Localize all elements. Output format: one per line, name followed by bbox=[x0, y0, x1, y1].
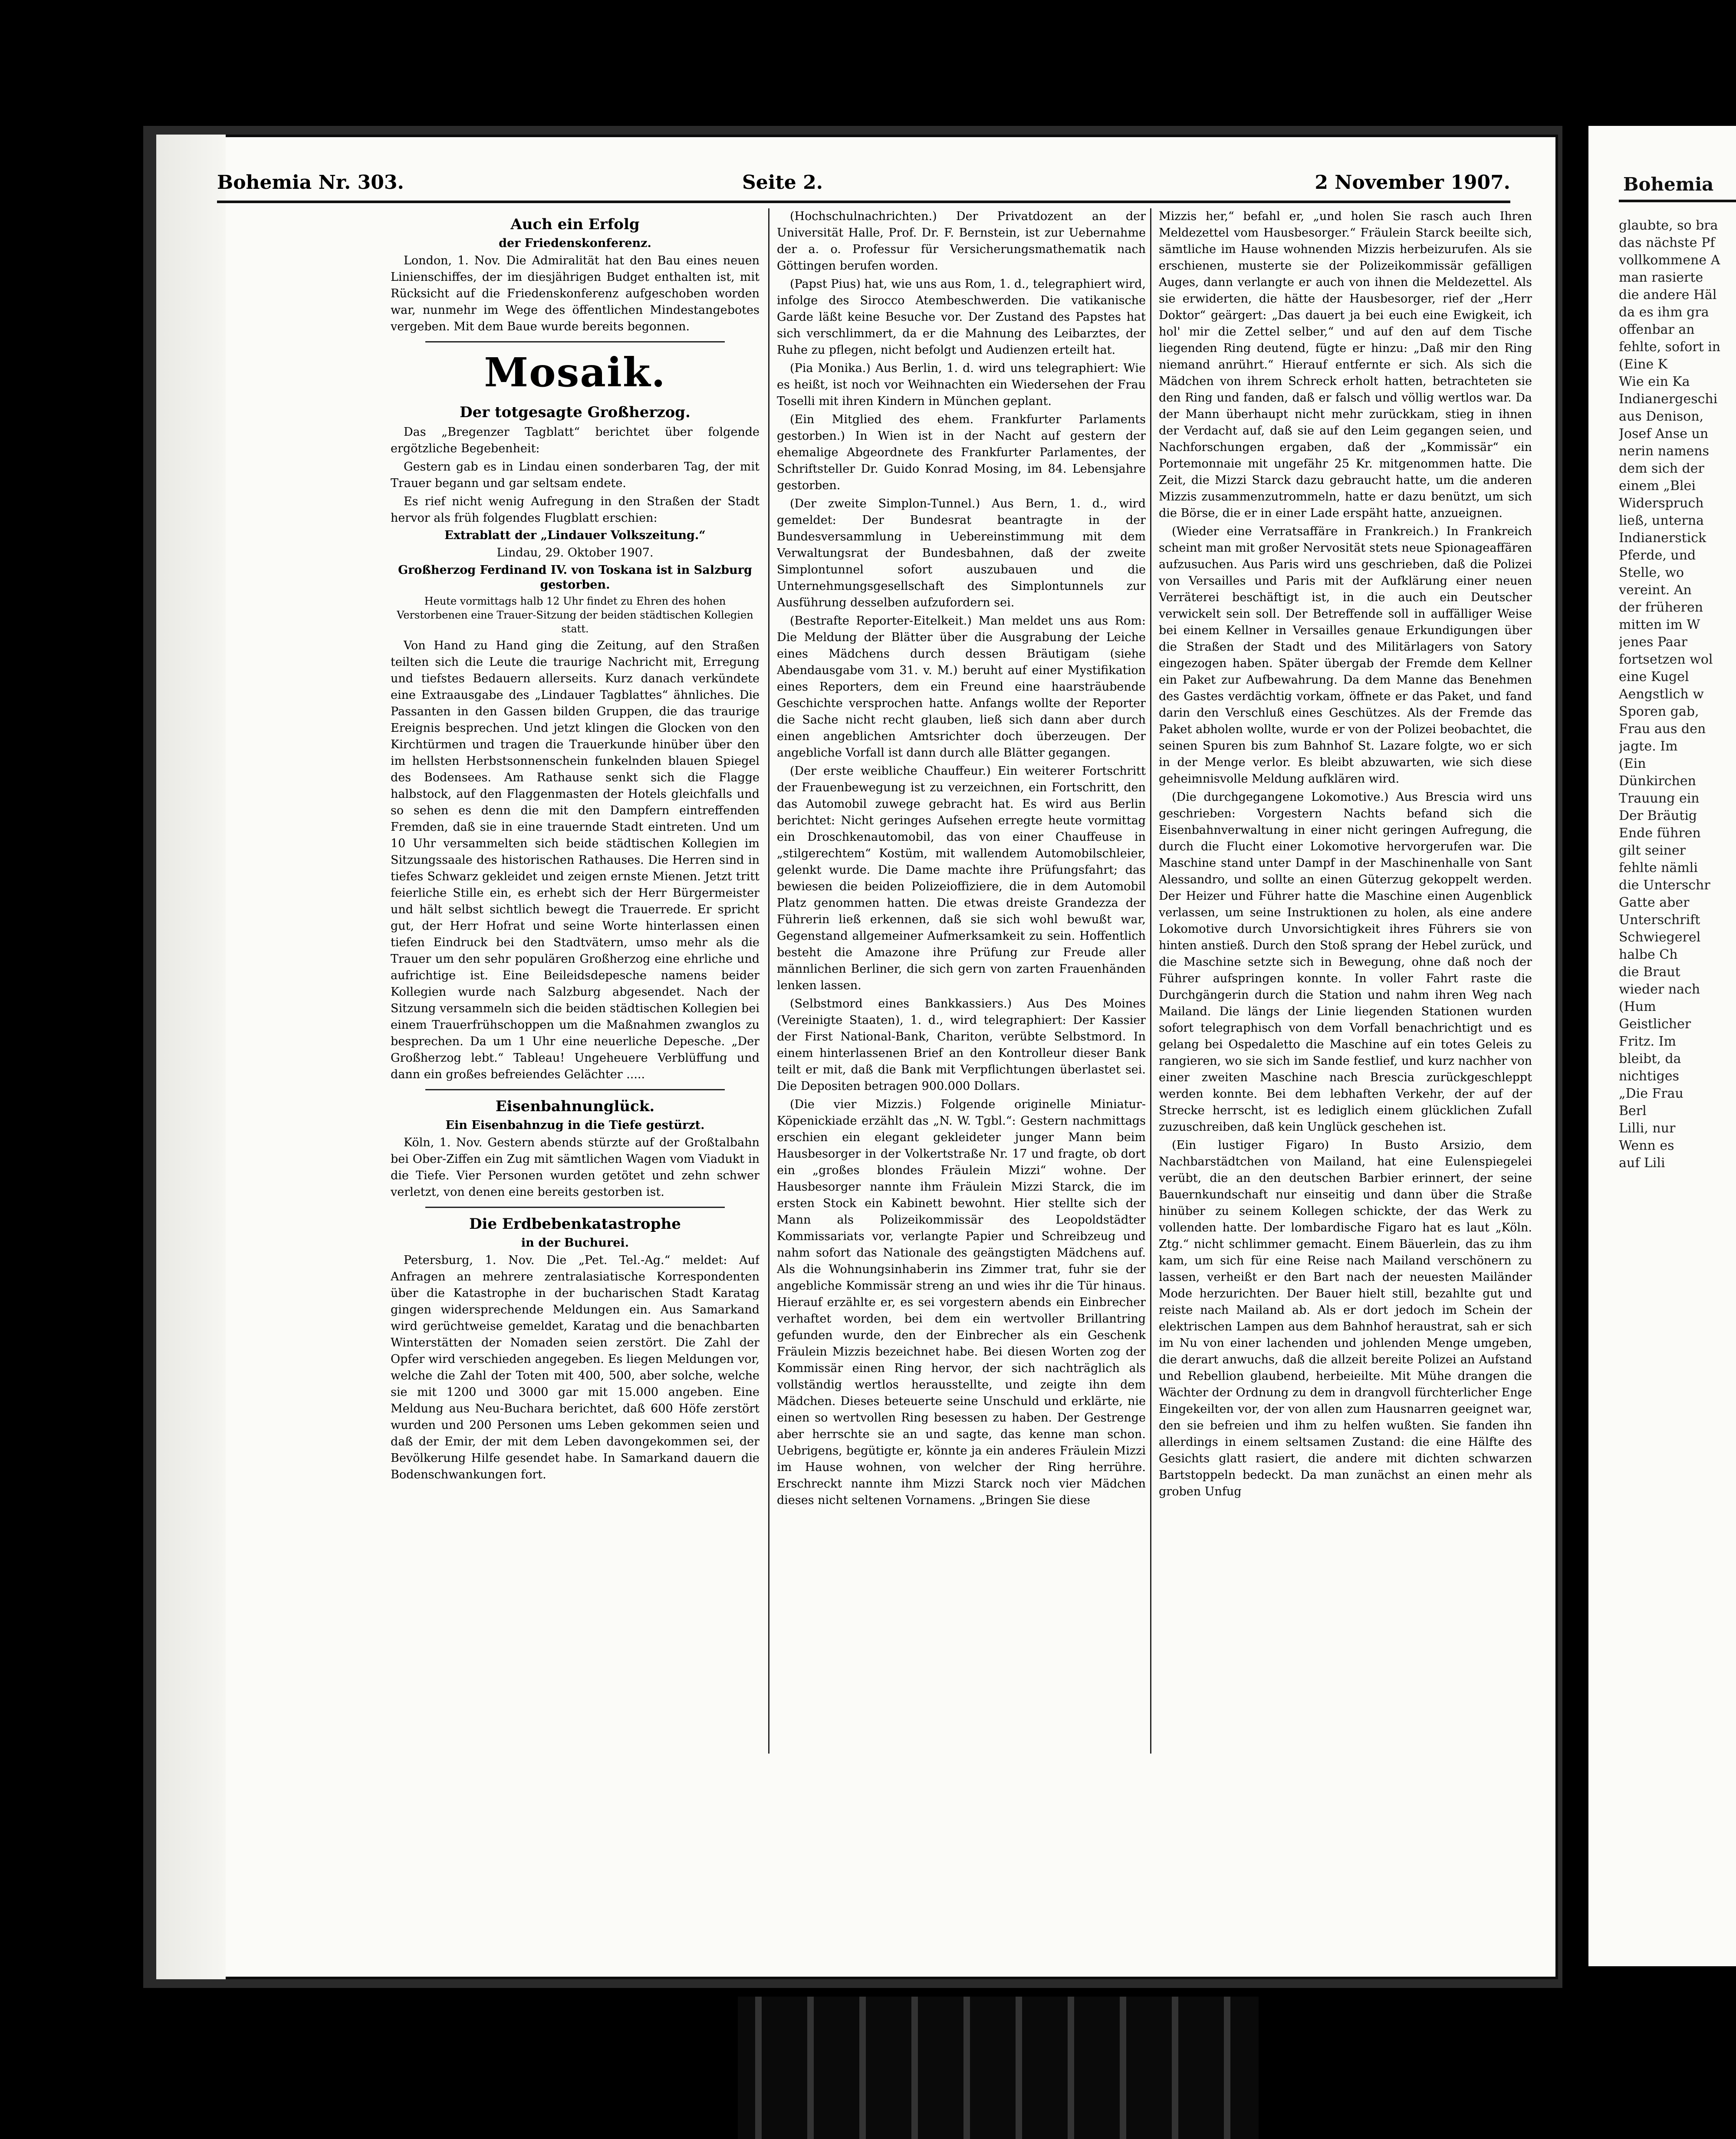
news-item: Mizzis her,“ befahl er, „und holen Sie rasch auch Ihren Meldezettel vom Hausbesorger.“ Fräulein Starck beeilte sich, sämtliche im Hause wohnenden Mizzis herbeizurufen. Als sie erschienen, musterte sie der Polizeikommissär gefälligen Auges, dann verlangte er auch von ihnen die Meldezettel. Als sie erwiderten, die hätte der Hausbesorger, rief der „Herr Doktor“ geärgert: „Das dauert ja bei euch eine Ewigkeit, ich hol' mir die Zettel selber,“ und auf den auf dem Tische liegenden Ring deutend, fügte er hinzu: „Daß mir den Ring niemand anrührt.“ Hierauf entfernte er sich. Als sich die Mädchen von ihrem Schreck erholt hatten, betrachteten sie den Ring und fanden, daß er falsch und völlig wertlos war. Da der Mann überhaupt nicht mehr zurückkam, stieg in ihnen der Verdacht auf, daß sie auf den Leim gegangen seien, und Nachforschungen ergaben, daß der „Kommissär“ ein Portemonnaie mit ungefähr 25 Kr. mitgenommen hatte. Die Zeit, die Mizzi Starck dazu gebraucht hatte, um die anderen Mizzis zusammenzutrommeln, hatte er dazu benützt, um sich die Börse, die er in einer Lade erspäht hatte, anzueignen. bbox=[1159, 210, 1532, 520]
text-line: Der Bräutig bbox=[1619, 808, 1697, 823]
article-body: Gestern gab es in Lindau einen sonderbaren Tag, der mit Trauer begann und gar seltsam endete. bbox=[391, 460, 760, 490]
text-line: fehlte nämli bbox=[1619, 860, 1698, 875]
column-3 bbox=[1159, 208, 1532, 1754]
article-body: Das „Bregenzer Tagblatt“ berichtet über folgende ergötzliche Begebenheit: bbox=[391, 425, 760, 455]
text-line: die Braut bbox=[1619, 964, 1680, 980]
text-line: Gatte aber bbox=[1619, 895, 1690, 910]
news-item: (Ein Mitglied des ehem. Frankfurter Parlaments gestorben.) In Wien ist in der Nacht auf gestern der ehemalige Abgeordnete des Frankfurter Parlamentes, der Schriftsteller Dr. Guido Konrad Mosing, im 84. Lebensjahre gestorben. bbox=[777, 413, 1146, 492]
separator bbox=[425, 341, 725, 342]
separator bbox=[425, 1207, 725, 1208]
news-item: (Der zweite Simplon-Tunnel.) Aus Bern, 1. d., wird gemeldet: Der Bundesrat beantragte in der Bundesversammlung in Uebereinstimmung mit dem Verwaltungsrat der Bundesbahnen, daß der zweite Simplontunnel sofort auszubauen und die Unternehmungsgesellschaft des Simplontunnels zur Ausführung desselben aufzufordern sei. bbox=[777, 497, 1146, 609]
text-line: Widerspruch bbox=[1619, 496, 1704, 511]
article-title: Eisenbahnunglück. bbox=[495, 1098, 655, 1115]
extrablatt-title: Extrablatt der „Lindauer Volkszeitung.“ bbox=[444, 529, 706, 542]
article-title: Auch ein Erfolg bbox=[510, 216, 640, 233]
news-item: (Ein lustiger Figaro) In Busto Arsizio, dem Nachbarstädtchen von Mailand, hat eine Eulenspiegelei verübt, die an den deutschen Barbier erinnert, der seine Bauernkundschaft nur einseitig und dann über die Straße hinüber zu seinem Kollegen schickte, der das Werk zu vollenden hatte. Der lombardische Figaro hat es laut „Köln. Ztg.“ nicht schlimmer gemacht. Einem Bäuerlein, das zu ihm kam, um sich für eine Reise nach Mailand verschönern zu lassen, verheißt er den Bart nach der neuesten Mailänder Mode herzurichten. Der Bauer hielt still, bezahlte gut und reiste nach Mailand ab. Als er dort jedoch im Schein der elektrischen Lampen aus dem Bahnhof heraustrat, sah er sich im Nu von einer lachenden und johlenden Menge umgeben, die derart anwuchs, daß die allzeit bereite Polizei an Aufstand und Rebellion glaubend, herbeieilte. Mit Mühe drangen die Wächter der Ordnung zu dem in drangvoll fürchterlicher Enge Eingekeilten vor, der von allen zum Hausnarren geeignet war, den sie befreien und ihm zu helfen wußten. Sie fanden ihn allerdings in einem seltsamen Zustand: die eine Hälfte des Gesichts glatt rasiert, die andere mit dichten schwarzen Bartstoppeln bedeckt. Da man zunächst an einen mehr als groben Unfug bbox=[1159, 1139, 1532, 1498]
article-body: Von Hand zu Hand ging die Zeitung, auf den Straßen teilten sich die Leute die traurige Nachricht mit, Erregung und tiefstes Bedauern allerseits. Kurz danach verkündete eine Extraausgabe des „Lindauer Tagblattes“ ähnliches. Die Passanten in den Gassen bilden Gruppen, die das traurige Ereignis besprechen. Und jetzt klingen die Glocken von den Kirchtürmen und tragen die Trauerkunde hinüber über den im hellsten Herbstsonnenschein funkelnden blauen Spiegel des Bodensees. Am Rathause senkt sich die Flagge halbstock, auf den Flaggenmasten der Hotels gleichfalls und so sehen es denn die mit den Dampfern eintreffenden Fremden, daß sie in eine trauernde Stadt eintreten. Und um 10 Uhr versammelten sich beide städtischen Kollegien im Sitzungssaale des historischen Rathauses. Die Herren sind in tiefes Schwarz gekleidet und zeigen ernste Mienen. Jetzt tritt feierliche Stille ein, es erhebt sich der Herr Bürgermeister und hält selbst sichtlich bewegt die Trauerrede. Er spricht gut, der Herr Hofrat und seine Worte hinterlassen einen tiefen Eindruck bei den Stadtvätern, umso mehr als die Trauer um den sehr populären Großherzog eine ehrliche und aufrichtige ist. Eine Beileidsdepesche namens beider Kollegien wurde nach Salzburg abgesendet. Nach der Sitzung versammeln sich die beiden städtischen Kollegien bei einem Trauerfrühschoppen um die Maßnahmen zwanglos zu besprechen. Da um 1 Uhr eine neuerliche Depesche. „Der Großherzog lebt.“ Tableau! Ungeheuere Verblüffung und dann ein großes befreiendes Gelächter ..... bbox=[391, 639, 760, 1081]
news-item: (Die vier Mizzis.) Folgende originelle Miniatur-Köpenickiade erzählt das „N. W. Tgbl.“: Gestern nachmittags erschien ein elegant gekleideter junger Mann beim Hausbesorger in der Volkertstraße Nr. 17 und fragte, ob dort ein „großes blondes Fräulein Mizzi“ wohne. Der Hausbesorger nannte ihm Fräulein Mizzi Starck, die im ersten Stock ein Kabinett bewohnt. Hier stellte sich der Mann als Polizeikommissär des Leopoldstädter Kommissariats vor, verlangte Papier und Schreibzeug und nahm sofort das Nationale des geängstigten Mädchens auf. Als die Wohnungsinhaberin ins Zimmer trat, fuhr sie der angebliche Kommissär streng an und wies ihr die Tür hinaus. Hierauf erzählte er, es sei vorgestern abends ein Einbrecher verhaftet worden, bei dem ein wertvoller Brillantring gefunden wurde, den der Einbrecher als ein Geschenk Fräulein Mizzis bezeichnet habe. Bei diesen Worten zog der Kommissär einen Ring hervor, der sich nachträglich als vollständig wertlos herausstellte, und zeigte ihn dem Mädchen. Dieses beteuerte seine Unschuld und erklärte, nie einen so wertvollen Ring besessen zu haben. Der Gestrenge aber herrschte sie an und sagte, das kenne man schon. Uebrigens, begütigte er, könnte ja ein anderes Fräulein Mizzi im Hause wohnen, von welcher der Ring herrühre. Erschreckt nannte ihm Mizzi Starck noch vier Mädchen dieses nicht seltenen Vornamens. „Bringen Sie diese bbox=[777, 1098, 1146, 1507]
text-line: Ende führen bbox=[1619, 826, 1701, 841]
news-item: (Selbstmord eines Bankkassiers.) Aus Des Moines (Vereinigte Staaten), 1. d., wird telegraphiert: Der Kassier der First National-Bank, Chariton, verübte Selbstmord. In einem hinterlassenen Brief an den Kontrolleur dieser Bank teilt er mit, daß die Bank mit Verpflichtungen überlastet sei. Die Depositen betragen 900.000 Dollars. bbox=[777, 997, 1146, 1093]
header-newspaper-issue: Bohemia Nr. 303. bbox=[217, 171, 404, 194]
text-line: vereint. An bbox=[1619, 582, 1692, 598]
article-subtitle: Ein Eisenbahnzug in die Tiefe gestürzt. bbox=[445, 1119, 705, 1132]
text-line: Aengstlich w bbox=[1619, 687, 1704, 702]
text-line: fortsetzen wol bbox=[1619, 652, 1713, 667]
section-title: Mosaik. bbox=[484, 349, 666, 396]
text-line: gilt seiner bbox=[1619, 843, 1686, 858]
text-line: Geistlicher bbox=[1619, 1017, 1691, 1032]
text-line: ließ, unterna bbox=[1619, 513, 1704, 528]
text-line: Frau aus den bbox=[1619, 721, 1706, 737]
text-line: Dünkirchen bbox=[1619, 773, 1697, 789]
text-line: jenes Paar bbox=[1619, 635, 1688, 650]
text-line: die andere Häl bbox=[1619, 287, 1717, 303]
news-item: (Papst Pius) hat, wie uns aus Rom, 1. d., telegraphiert wird, infolge des Sirocco Atembeschwerden. Die vatikanische Garde läßt keine Besuche vor. Der Zustand des Papstes hat sich verschlimmert, da er die Mahnung des Leibarztes, der Ruhe zu pflegen, nicht befolgt und Audienzen erteilt hat. bbox=[777, 277, 1146, 357]
article-body: London, 1. Nov. Die Admiralität hat den Bau eines neuen Linienschiffes, der im diesjährigen Budget enthalten ist, mit Rücksicht auf die Friedenskonferenz aufgeschoben worden war, nunmehr im Wege des öffentlichen Mindestangebotes vergeben. Mit dem Baue wurde bereits begonnen. bbox=[391, 254, 760, 333]
news-item: (Die durchgegangene Lokomotive.) Aus Brescia wird uns geschrieben: Vorgestern Nachts befand sich die Eisenbahnverwaltung in einer nicht geringen Aufregung, die durch die Flucht einer Lokomotive hervorgerufen war. Die Maschine stand unter Dampf in der Maschinenhalle von Sant Alessandro, und sollte an einen Güterzug gekoppelt werden. Der Heizer und Führer hatte die Maschine einen Augenblick verlassen, um seine Instruktionen zu holen, als eine andere Lokomotive durch Unvorsichtigkeit ihres Führers sie von hinten anstieß. Durch den Stoß sprang der Hebel zurück, und die Maschine setzte sich in Bewegung, ohne daß noch der Führer aufspringen konnte. In voller Fahrt raste die Durchgängerin durch die Station und nahm ihren Weg nach Mailand. Die längs der Linie liegenden Stationen wurden sofort telegraphisch von dem Vorfall benachrichtigt und es gelang bei Ospedaletto die Maschine auf ein totes Geleis zu rangieren, wo sie sich im Sande festlief, und kurz nachher von einer zweiten Maschine nach Brescia zurückgeschleppt werden konnte. Bei dem lebhaften Verkehr, der auf der Strecke herrscht, ist es lediglich einem glücklichen Zufall zuzuschreiben, daß kein Unglück geschehen ist. bbox=[1159, 790, 1532, 1134]
text-line: man rasierte bbox=[1619, 270, 1703, 285]
text-line: der früheren bbox=[1619, 600, 1703, 615]
news-item: (Bestrafte Reporter-Eitelkeit.) Man meldet uns aus Rom: Die Meldung der Blätter über die Ausgrabung der Leiche eines Mädchens durch dessen Bräutigam (siehe Abendausgabe vom 31. v. M.) beruht auf einer Mystifikation eines Reporters, dem ein Freund eine haarsträubende Geschichte versprochen hatte. Anfangs wollte der Reporter die Sache nicht recht glauben, ließ sich dann aber durch einen angeblichen Amtsrichter doch überzeugen. Der angebliche Vorfall ist dann durch alle Blätter gegangen. bbox=[777, 614, 1146, 760]
article-body: Köln, 1. Nov. Gestern abends stürzte auf der Großtalbahn bei Ober-Ziffen ein Zug mit sämtlichen Wagen vom Viadukt in die Tiefe. Vier Personen wurden getötet und zehn schwer verletzt, von denen eine bereits gestorben ist. bbox=[391, 1136, 760, 1199]
text-line: (Ein bbox=[1619, 756, 1646, 771]
header-date: 2 November 1907. bbox=[1315, 171, 1510, 194]
text-line: einem „Blei bbox=[1619, 478, 1696, 494]
news-item: (Der erste weibliche Chauffeur.) Ein weiterer Fortschritt der Frauenbewegung ist zu verzeichnen, ein Fortschritt, den das Automobil zuwege gebracht hat. Es wird aus Berlin berichtet: Nicht geringes Aufsehen erregte heute vormittag ein Droschkenautomobil, das von einer Chauffeuse in „stilgerechtem“ Kostüm, mit wallendem Automobilschleier, gelenkt wurde. Die Dame machte ihre Prüfungsfahrt; das bewiesen die beiden Polizeioffiziere, die in dem Automobil Platz genommen hatten. Die etwas dreiste Grandezza der Führerin ließ erkennen, daß sie sich wohl bewußt war, Gegenstand allgemeiner Aufmerksamkeit zu sein. Hoffentlich besteht die Amazone ihre Prüfung zur Freude aller männlichen Berliner, die sich gern von zarten Frauenhänden lenken lassen. bbox=[777, 764, 1146, 992]
adjacent-page bbox=[1588, 126, 1736, 1966]
text-line: Sporen gab, bbox=[1619, 704, 1699, 719]
text-line: fehlte, sofort in bbox=[1619, 339, 1721, 355]
news-item: (Wieder eine Verratsaffäre in Frankreich.) In Frankreich scheint man mit großer Nervosität stets neue Spionageaffären aufzusuchen. Aus Paris wird uns geschrieben, daß die Polizei von Versailles und Paris mit der Aufklärung einer neuen Verräterei beschäftigt ist, in die auch ein Deutscher verwickelt sein soll. Der Betreffende soll in auffälliger Weise bei einem Kellner in Versailles genaue Erkundigungen über die Straßen der Stadt und des Militärlagers von Satory eingezogen haben. Später übergab der Fremde dem Kellner ein Paket zur Aufbewahrung. Da dem Manne das Benehmen des Gastes verdächtig vorkam, öffnete er das Paket, und fand darin den Verschluß eines Geschützes. Als der Fremde das Paket abholen wollte, wurde er von der Polizei beobachtet, die seinen Spuren bis zum Bahnhof St. Lazare folgte, wo er sich in der Menge verlor. Es bleibt abzuwarten, wie sich diese geheimnisvolle Meldung aufklären wird. bbox=[1159, 525, 1532, 786]
text-line: wieder nach bbox=[1619, 982, 1700, 997]
news-item: (Pia Monika.) Aus Berlin, 1. d. wird uns telegraphiert: Wie es heißt, ist noch vor Weihnachten ein Wiedersehen der Frau Toselli mit ihren Kindern in München geplant. bbox=[777, 362, 1146, 408]
text-line: nerin namens bbox=[1619, 444, 1709, 459]
article-body: Es rief nicht wenig Aufregung in den Straßen der Stadt hervor als früh folgendes Flugblatt erschien: bbox=[391, 495, 760, 525]
text-line: aus Denison, bbox=[1619, 409, 1704, 424]
header-rule bbox=[217, 201, 1510, 203]
scan-edge bbox=[738, 1997, 1259, 2139]
text-line: (Hum bbox=[1619, 999, 1656, 1014]
header-rule bbox=[1619, 200, 1736, 202]
news-item: (Hochschulnachrichten.) Der Privatdozent an der Universität Halle, Prof. Dr. F. Bernstein, ist zur Uebernahme der a. o. Professur für Versicherungsmathematik nach Göttingen berufen worden. bbox=[777, 210, 1146, 273]
page-header bbox=[217, 171, 1510, 197]
text-line: Wie ein Ka bbox=[1619, 374, 1690, 389]
extrablatt-headline: Großherzog Ferdinand IV. von Toskana ist in Salzburg gestorben. bbox=[398, 563, 752, 592]
text-line: auf Lili bbox=[1619, 1155, 1665, 1171]
adjacent-page-text bbox=[1619, 217, 1736, 1172]
column-rule bbox=[1150, 208, 1151, 1754]
text-line: „Die Frau bbox=[1619, 1086, 1683, 1101]
text-line: glaubte, so bra bbox=[1619, 218, 1718, 233]
text-line: halbe Ch bbox=[1619, 947, 1678, 962]
text-line: Pferde, und bbox=[1619, 548, 1696, 563]
text-line: Indianerstick bbox=[1619, 530, 1706, 546]
text-line: Stelle, wo bbox=[1619, 565, 1684, 580]
article-title: Der totgesagte Großherzog. bbox=[460, 404, 690, 421]
text-line: bleibt, da bbox=[1619, 1051, 1681, 1066]
article-body: Petersburg, 1. Nov. Die „Pet. Tel.-Ag.“ meldet: Auf Anfragen an mehrere zentralasiatische Korrespondenten über die Katastrophe in der bucharischen Stadt Karatag gingen widersprechende Meldungen ein. Aus Samarkand wird gerüchtweise gemeldet, Karatag und die benachbarten Winterstätten der Nomaden seien zerstört. Die Zahl der Opfer wird verschieden angegeben. Es liegen Meldungen vor, welche die Zahl der Toten mit 400, 500, aber solche, welche sie mit 1200 und 3000 gar mit 15.000 angeben. Eine Meldung aus Neu-Buchara berichtet, daß 600 Höfe zerstört wurden und 200 Personen ums Leben gekommen seien und daß der Emir, der mit dem Leben davongekommen sei, der Bevölkerung Hilfe gesendet habe. In Samarkand dauern die Bodenschwankungen fort. bbox=[391, 1254, 760, 1481]
extrablatt-date: Lindau, 29. Oktober 1907. bbox=[496, 546, 654, 559]
text-line: Berl bbox=[1619, 1103, 1647, 1119]
column-1 bbox=[391, 208, 760, 1754]
text-line: eine Kugel bbox=[1619, 669, 1689, 684]
adjacent-page-header: Bohemia bbox=[1623, 174, 1714, 195]
text-line: das nächste Pf bbox=[1619, 235, 1715, 250]
text-line: dem sich der bbox=[1619, 461, 1704, 476]
text-line: Josef Anse un bbox=[1619, 426, 1709, 441]
article-title: Die Erdbebenkatastrophe bbox=[469, 1215, 681, 1233]
text-line: Lilli, nur bbox=[1619, 1121, 1676, 1136]
text-line: Indianergeschi bbox=[1619, 392, 1718, 407]
text-line: die Unterschr bbox=[1619, 878, 1710, 893]
text-line: (Eine K bbox=[1619, 357, 1668, 372]
extrablatt-body: Heute vormittags halb 12 Uhr findet zu Ehren des hohen Verstorbenen eine Trauer-Sitzung der beiden städtischen Kollegien statt. bbox=[397, 595, 753, 635]
article-subtitle: der Friedenskonferenz. bbox=[499, 237, 651, 250]
text-line: mitten im W bbox=[1619, 617, 1700, 632]
text-line: Trauung ein bbox=[1619, 791, 1700, 806]
separator bbox=[425, 1089, 725, 1090]
text-line: jagte. Im bbox=[1619, 739, 1678, 754]
text-line: Schwiegerel bbox=[1619, 930, 1701, 945]
column-rule bbox=[768, 208, 769, 1754]
text-line: da es ihm gra bbox=[1619, 305, 1709, 320]
page-margin bbox=[156, 135, 226, 1979]
column-2 bbox=[777, 208, 1146, 1754]
text-line: Wenn es bbox=[1619, 1138, 1674, 1153]
text-line: nichtiges bbox=[1619, 1069, 1680, 1084]
text-line: offenbar an bbox=[1619, 322, 1695, 337]
article-subtitle: in der Buchurei. bbox=[521, 1236, 629, 1250]
text-line: Unterschrift bbox=[1619, 912, 1700, 928]
text-line: Fritz. Im bbox=[1619, 1034, 1676, 1049]
text-line: vollkommene A bbox=[1619, 253, 1720, 268]
header-page-number: Seite 2. bbox=[742, 171, 823, 194]
